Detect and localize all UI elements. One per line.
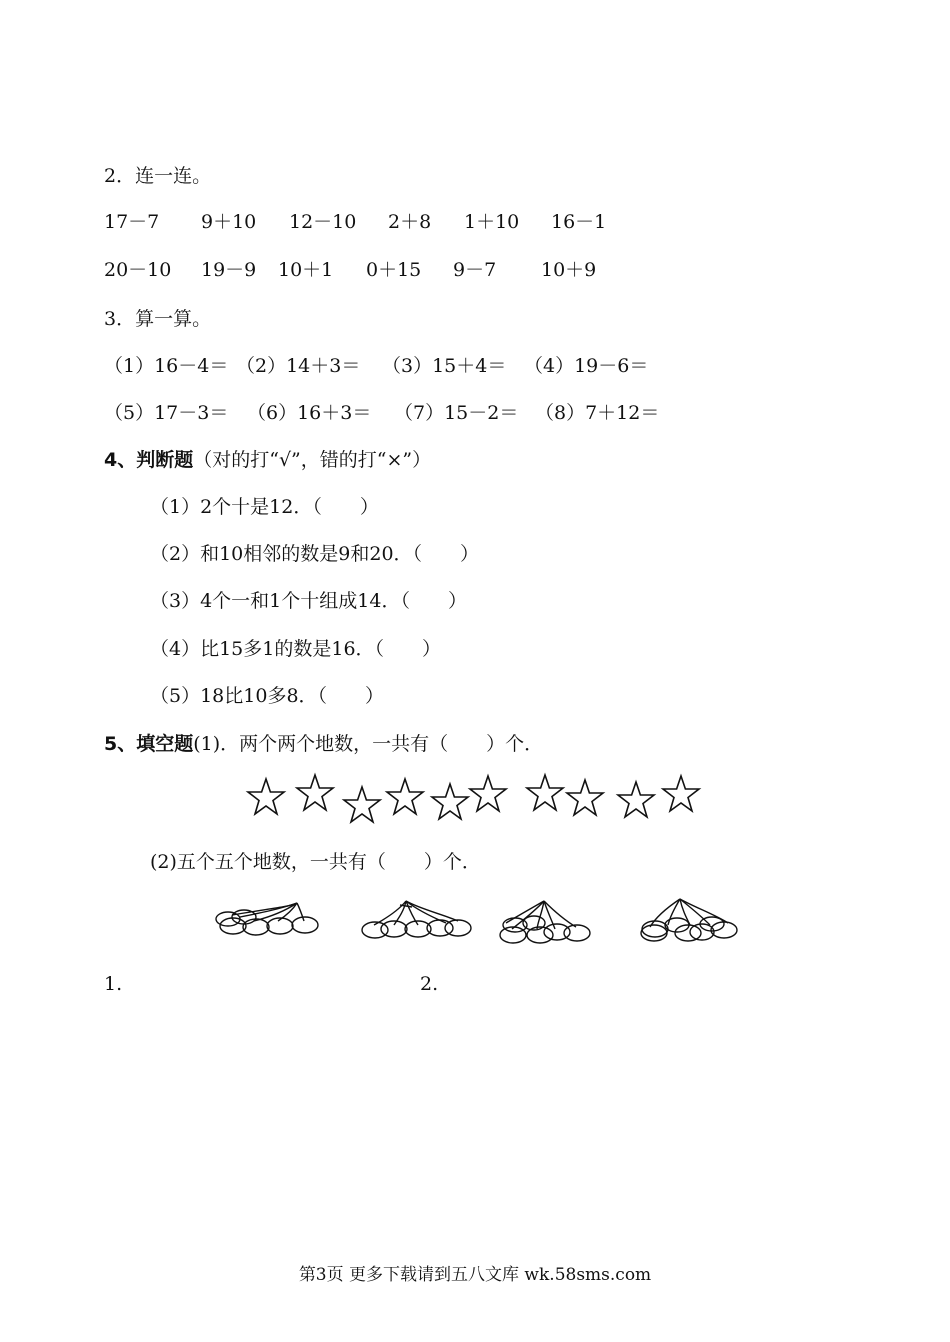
calc-item: （1）16－4＝ xyxy=(104,355,229,377)
section-2-title: 2．连一连。 xyxy=(104,165,212,187)
match-expression: 9－7 xyxy=(453,259,497,281)
section-4-title xyxy=(104,448,431,472)
calc-item: （5）17－3＝ xyxy=(104,402,229,424)
calc-item: （8）7＋12＝ xyxy=(535,402,660,424)
section-5-heading: 5、填空题 xyxy=(104,733,194,755)
judge-item-3: （3）4个一和1个十组成14．（ ） xyxy=(150,590,467,612)
star-outline-icon xyxy=(248,779,284,814)
star-outline-icon xyxy=(344,787,380,822)
judge-item-2: （2）和10相邻的数是9和20．（ ） xyxy=(150,543,480,565)
match-expression: 16－1 xyxy=(551,211,607,233)
match-expression: 10＋1 xyxy=(278,259,334,281)
cherry-cluster-icon xyxy=(500,901,590,943)
section-5-title xyxy=(104,732,543,756)
match-expression: 0＋15 xyxy=(366,259,422,281)
fill-question-1: (1)．两个两个地数，一共有（ ）个． xyxy=(193,733,544,755)
star-outline-icon xyxy=(527,775,563,810)
star-outline-icon xyxy=(618,782,654,817)
answer-label-1: 1. xyxy=(104,973,123,995)
match-expression: 17－7 xyxy=(104,211,160,233)
stars-illustration xyxy=(0,770,950,830)
cherries-illustration xyxy=(0,895,950,955)
match-expression: 1＋10 xyxy=(464,211,520,233)
fill-question-2: (2)五个五个地数，一共有（ ）个． xyxy=(150,851,481,873)
section-3-title: 3．算一算。 xyxy=(104,308,212,330)
match-expression: 19－9 xyxy=(201,259,257,281)
page-footer: 第3页 更多下载请到五八文库 wk.58sms.com xyxy=(298,1265,652,1285)
cherry-cluster-icon xyxy=(641,899,737,941)
judge-item-5: （5）18比10多8．（ ） xyxy=(150,685,385,707)
calc-item: （4）19－6＝ xyxy=(524,355,649,377)
calc-item: （3）15＋4＝ xyxy=(382,355,507,377)
star-outline-icon xyxy=(297,775,333,810)
star-outline-icon xyxy=(470,776,506,811)
match-expression: 2＋8 xyxy=(388,211,432,233)
calc-item: （2）14＋3＝ xyxy=(236,355,361,377)
section-4-heading: 4、判断题 xyxy=(104,449,194,471)
section-4-instruction: （对的打“√”，错的打“×”） xyxy=(193,449,432,471)
match-expression: 20－10 xyxy=(104,259,172,281)
answer-label-2: 2. xyxy=(420,973,439,995)
calc-item: （6）16＋3＝ xyxy=(247,402,372,424)
match-expression: 9＋10 xyxy=(201,211,257,233)
match-expression: 10＋9 xyxy=(541,259,597,281)
star-outline-icon xyxy=(663,776,699,811)
judge-item-4: （4）比15多1的数是16．（ ） xyxy=(150,638,442,660)
cherry-cluster-icon xyxy=(216,903,318,935)
star-outline-icon xyxy=(387,779,423,814)
star-outline-icon xyxy=(567,780,603,815)
cherry-cluster-icon xyxy=(362,901,471,938)
star-outline-icon xyxy=(432,784,468,819)
calc-item: （7）15－2＝ xyxy=(394,402,519,424)
judge-item-1: （1）2个十是12．（ ） xyxy=(150,496,379,518)
match-expression: 12－10 xyxy=(289,211,357,233)
